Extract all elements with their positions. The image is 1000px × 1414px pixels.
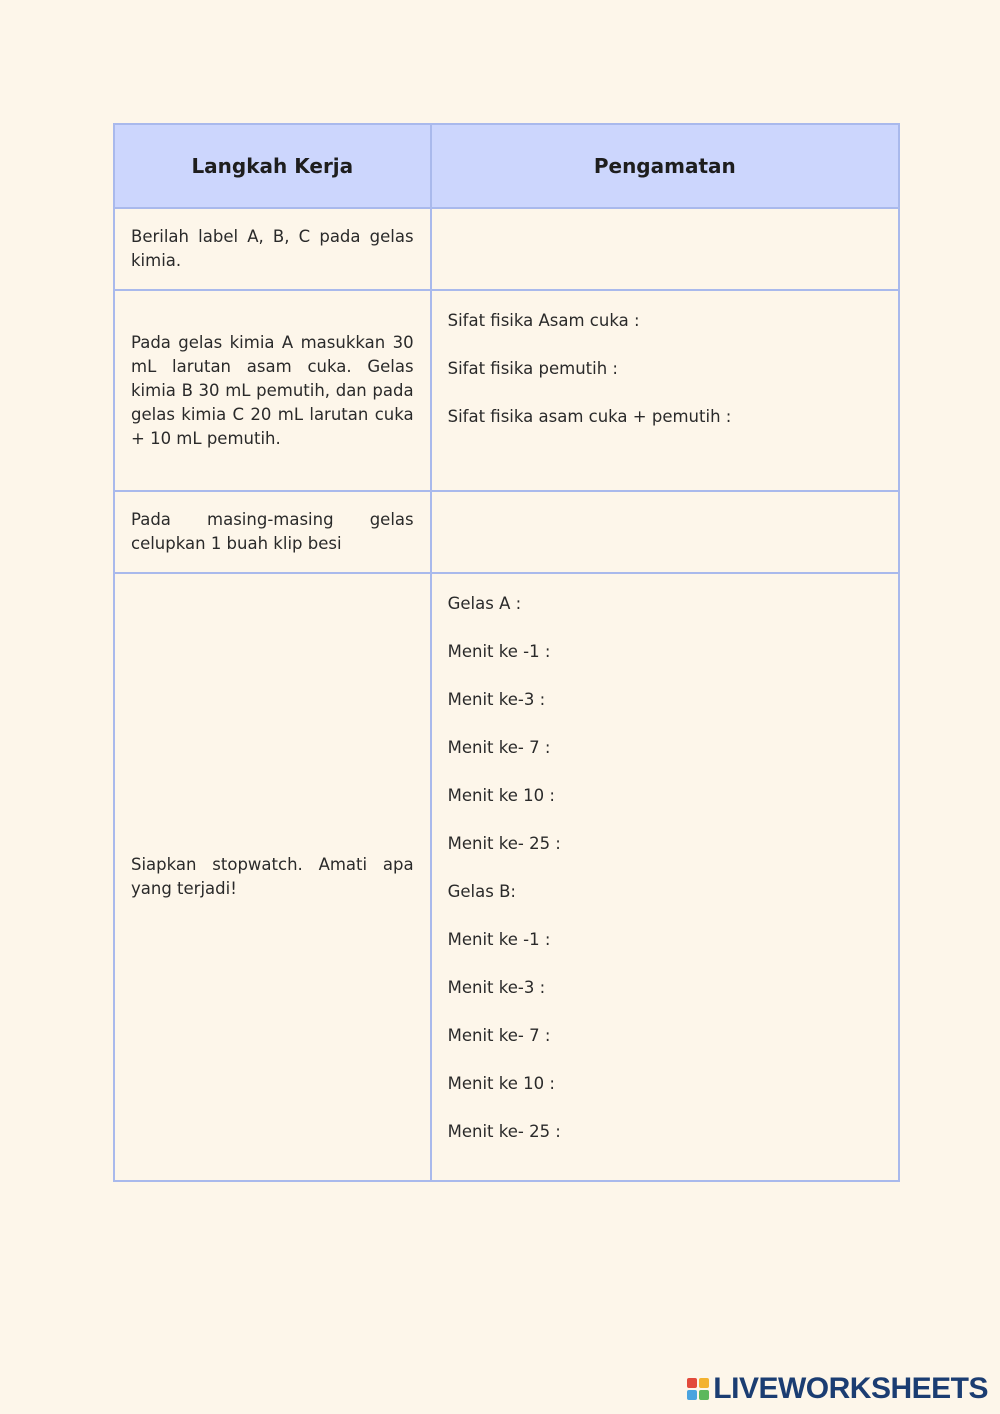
observation-label: Menit ke- 7 :	[447, 738, 551, 757]
observation-label: Menit ke-3 :	[447, 978, 546, 997]
observation-cell[interactable]	[431, 573, 899, 1181]
observation-label: Menit ke-3 :	[447, 690, 546, 709]
liveworksheets-logo-icon	[687, 1378, 709, 1400]
observation-cell[interactable]	[431, 208, 899, 290]
logo-square	[687, 1390, 697, 1400]
liveworksheets-wordmark: LIVEWORKSHEETS	[713, 1372, 988, 1405]
logo-square	[687, 1378, 697, 1388]
observation-label: Menit ke- 7 :	[447, 1026, 551, 1045]
step-cell: Siapkan stopwatch. Amati apa yang terjadi!	[114, 573, 431, 1181]
observation-label: Menit ke -1 :	[447, 930, 551, 949]
observation-label: Gelas B:	[447, 882, 516, 901]
step-cell: Berilah label A, B, C pada gelas kimia.	[114, 208, 431, 290]
worksheet-table	[113, 123, 900, 1182]
step-cell: Pada gelas kimia A masukkan 30 mL larutan asam cuka. Gelas kimia B 30 mL pemutih, dan pada gelas kimia C 20 mL larutan cuka + 10 mL pemutih.	[114, 290, 431, 491]
logo-square	[699, 1390, 709, 1400]
table-row	[114, 491, 899, 573]
table-header-row	[114, 124, 899, 208]
header-langkah-kerja: Langkah Kerja	[114, 124, 431, 208]
logo-square	[699, 1378, 709, 1388]
step-cell: Pada masing-masing gelas celupkan 1 buah klip besi	[114, 491, 431, 573]
table-row	[114, 208, 899, 290]
observation-label: Menit ke- 25 :	[447, 1122, 561, 1141]
observation-label: Sifat fisika pemutih :	[447, 359, 618, 378]
observation-label: Sifat fisika Asam cuka :	[447, 311, 640, 330]
observation-label: Menit ke 10 :	[447, 1074, 555, 1093]
observation-cell[interactable]	[431, 290, 899, 491]
observation-label: Menit ke- 25 :	[447, 834, 561, 853]
header-pengamatan: Pengamatan	[431, 124, 899, 208]
observation-label: Menit ke 10 :	[447, 786, 555, 805]
observation-label: Menit ke -1 :	[447, 642, 551, 661]
observation-cell[interactable]	[431, 491, 899, 573]
observation-label: Gelas A :	[447, 594, 522, 613]
liveworksheets-logo[interactable]	[687, 1372, 988, 1406]
table-row	[114, 290, 899, 491]
observation-label: Sifat fisika asam cuka + pemutih :	[447, 407, 732, 426]
table-row	[114, 573, 899, 1181]
